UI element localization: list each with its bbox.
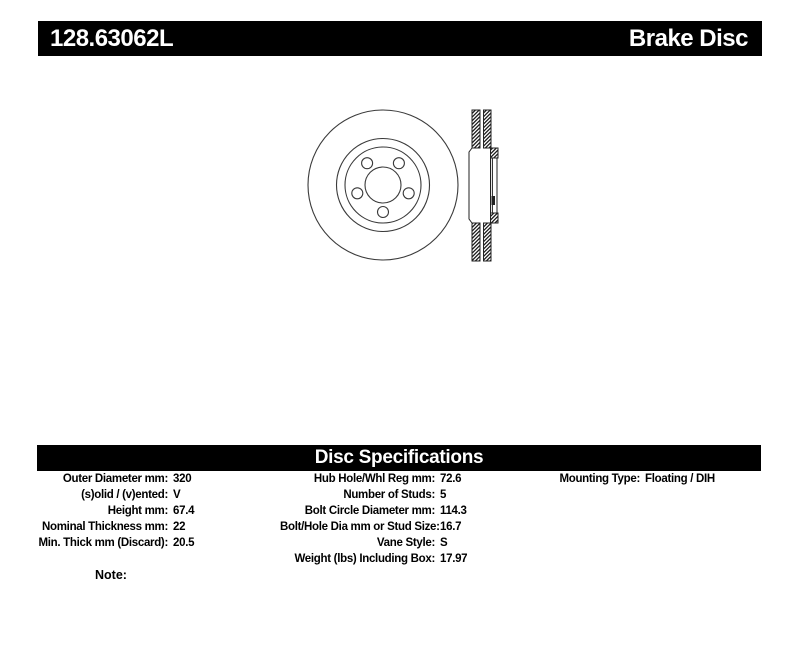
spec-row (38, 487, 194, 503)
stud-hole (352, 188, 363, 199)
stud-hole (378, 207, 389, 218)
spec-section-title: Disc Specifications (314, 447, 484, 468)
section-bottom-outboard-plate (472, 223, 480, 261)
section-top-inboard-plate (484, 110, 492, 148)
spec-value: 5 (440, 489, 447, 501)
stud-hole (362, 158, 373, 169)
spec-row (280, 471, 467, 487)
section-bolt-hole-mark (492, 196, 496, 205)
section-top-outboard-plate (472, 110, 480, 148)
spec-value: 16.7 (440, 521, 462, 533)
spec-label: Mounting Type: (559, 473, 640, 485)
stud-hole (393, 158, 404, 169)
spec-section-header (37, 445, 761, 471)
spec-row (38, 471, 194, 487)
spec-label: Vane Style: (376, 537, 435, 549)
spec-label: Weight (lbs) Including Box: (294, 553, 435, 565)
hub-hole-circle (365, 167, 401, 203)
spec-row (38, 519, 194, 535)
spec-column-right (540, 471, 715, 487)
spec-value: S (440, 537, 448, 549)
spec-row (38, 503, 194, 519)
spec-row (280, 535, 467, 551)
section-hat-wall (469, 148, 472, 223)
section-hat-step-top (491, 148, 499, 158)
spec-value: 17.97 (440, 553, 468, 565)
spec-label: Height mm: (107, 505, 168, 517)
spec-row (280, 487, 467, 503)
section-bottom-inboard-plate (484, 223, 492, 261)
brake-disc-front-view (308, 110, 458, 260)
spec-column-middle (280, 471, 467, 567)
page-title: Brake Disc (628, 24, 748, 52)
spec-label: Bolt/Hole Dia mm or Stud Size: (280, 521, 440, 533)
part-number: 128.63062L (50, 24, 174, 52)
spec-value: V (173, 489, 181, 501)
spec-label: Outer Diameter mm: (62, 473, 168, 485)
spec-label: Min. Thick mm (Discard): (38, 537, 168, 549)
spec-label: Hub Hole/Whl Reg mm: (313, 473, 435, 485)
brake-disc-cross-section (469, 110, 498, 261)
spec-label: Number of Studs: (343, 489, 435, 501)
spec-value: 320 (173, 473, 192, 485)
spec-row (280, 519, 467, 535)
spec-label: Bolt Circle Diameter mm: (304, 505, 435, 517)
spec-row (280, 551, 467, 567)
spec-row (280, 503, 467, 519)
stud-hole (403, 188, 414, 199)
section-hat-step-bottom (491, 213, 499, 223)
spec-label: Nominal Thickness mm: (42, 521, 168, 533)
spec-label: (s)olid / (v)ented: (81, 489, 168, 501)
spec-value: 22 (173, 521, 186, 533)
hat-inner-circle (345, 147, 421, 223)
spec-column-left (38, 471, 194, 551)
note-label: Note: (95, 568, 127, 582)
spec-value: 67.4 (173, 505, 195, 517)
spec-value: 114.3 (440, 505, 467, 517)
spec-value: Floating / DIH (645, 473, 715, 485)
spec-value: 20.5 (173, 537, 195, 549)
spec-value: 72.6 (440, 473, 462, 485)
spec-row (540, 471, 715, 487)
outer-edge-circle (308, 110, 458, 260)
spec-row (38, 535, 194, 551)
